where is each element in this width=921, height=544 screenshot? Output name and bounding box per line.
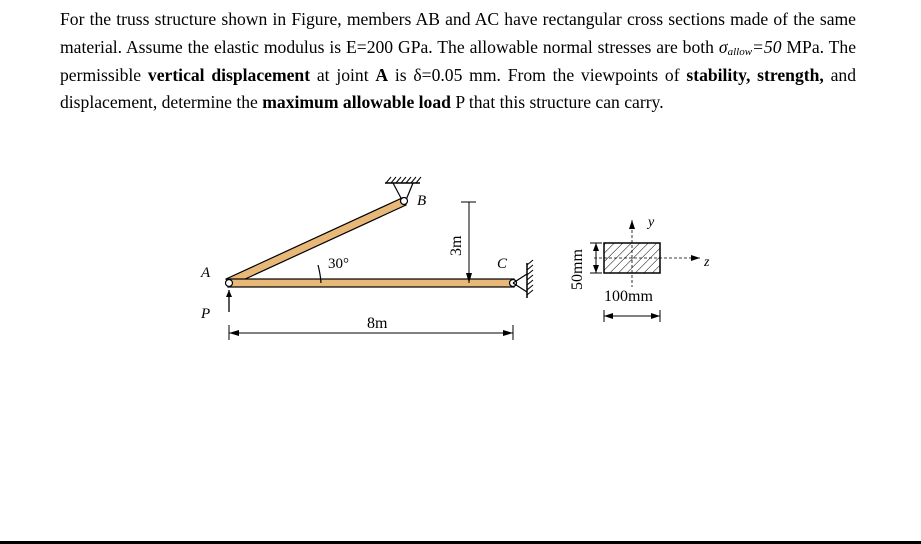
sigma-symbol: σ <box>718 36 728 57</box>
wall-support-c <box>513 260 533 298</box>
member-ac <box>228 279 514 287</box>
problem-text-2: MPa. The permissible <box>60 36 857 85</box>
axis-z-label: z <box>704 255 710 270</box>
span-label: 8m <box>367 315 388 332</box>
label-p: P <box>201 306 211 322</box>
axis-y-label: y <box>648 215 655 230</box>
problem-text-3: at joint <box>310 64 376 85</box>
section-height-label: 50mm <box>569 249 586 290</box>
label-a: A <box>201 265 211 281</box>
problem-text-6: P that this structure can carry. <box>450 92 664 113</box>
ceiling-support-b <box>385 177 421 200</box>
dimension-section-width <box>604 310 660 322</box>
pin-a <box>226 280 233 287</box>
cross-section <box>594 220 700 287</box>
emphasis-stability-strength: stability, strength, <box>686 64 824 85</box>
angle-label: 30° <box>328 256 349 272</box>
problem-text-1: For the truss structure shown in Figure, members AB and AC have rectangular cross sections made of the same material. Assume the elastic modulus is E=200 GPa. The allowable normal stresses are both <box>60 9 856 57</box>
label-c: C <box>497 256 508 272</box>
label-b: B <box>417 193 427 209</box>
member-ab <box>226 198 406 286</box>
sigma-subscript: allow <box>727 45 753 58</box>
emphasis-max-load: maximum allowable load <box>262 92 451 113</box>
problem-text-5: and displacement, determine the <box>60 64 856 113</box>
section-width-label: 100mm <box>604 288 653 305</box>
emphasis-joint-a: A <box>375 64 389 85</box>
pin-b <box>401 198 408 205</box>
sigma-value: =50 <box>752 36 782 57</box>
emphasis-vertical-displacement: vertical displacement <box>147 64 311 85</box>
problem-text-4: is δ=0.05 mm. From the viewpoints of <box>388 64 687 85</box>
height-label: 3m <box>448 235 465 256</box>
